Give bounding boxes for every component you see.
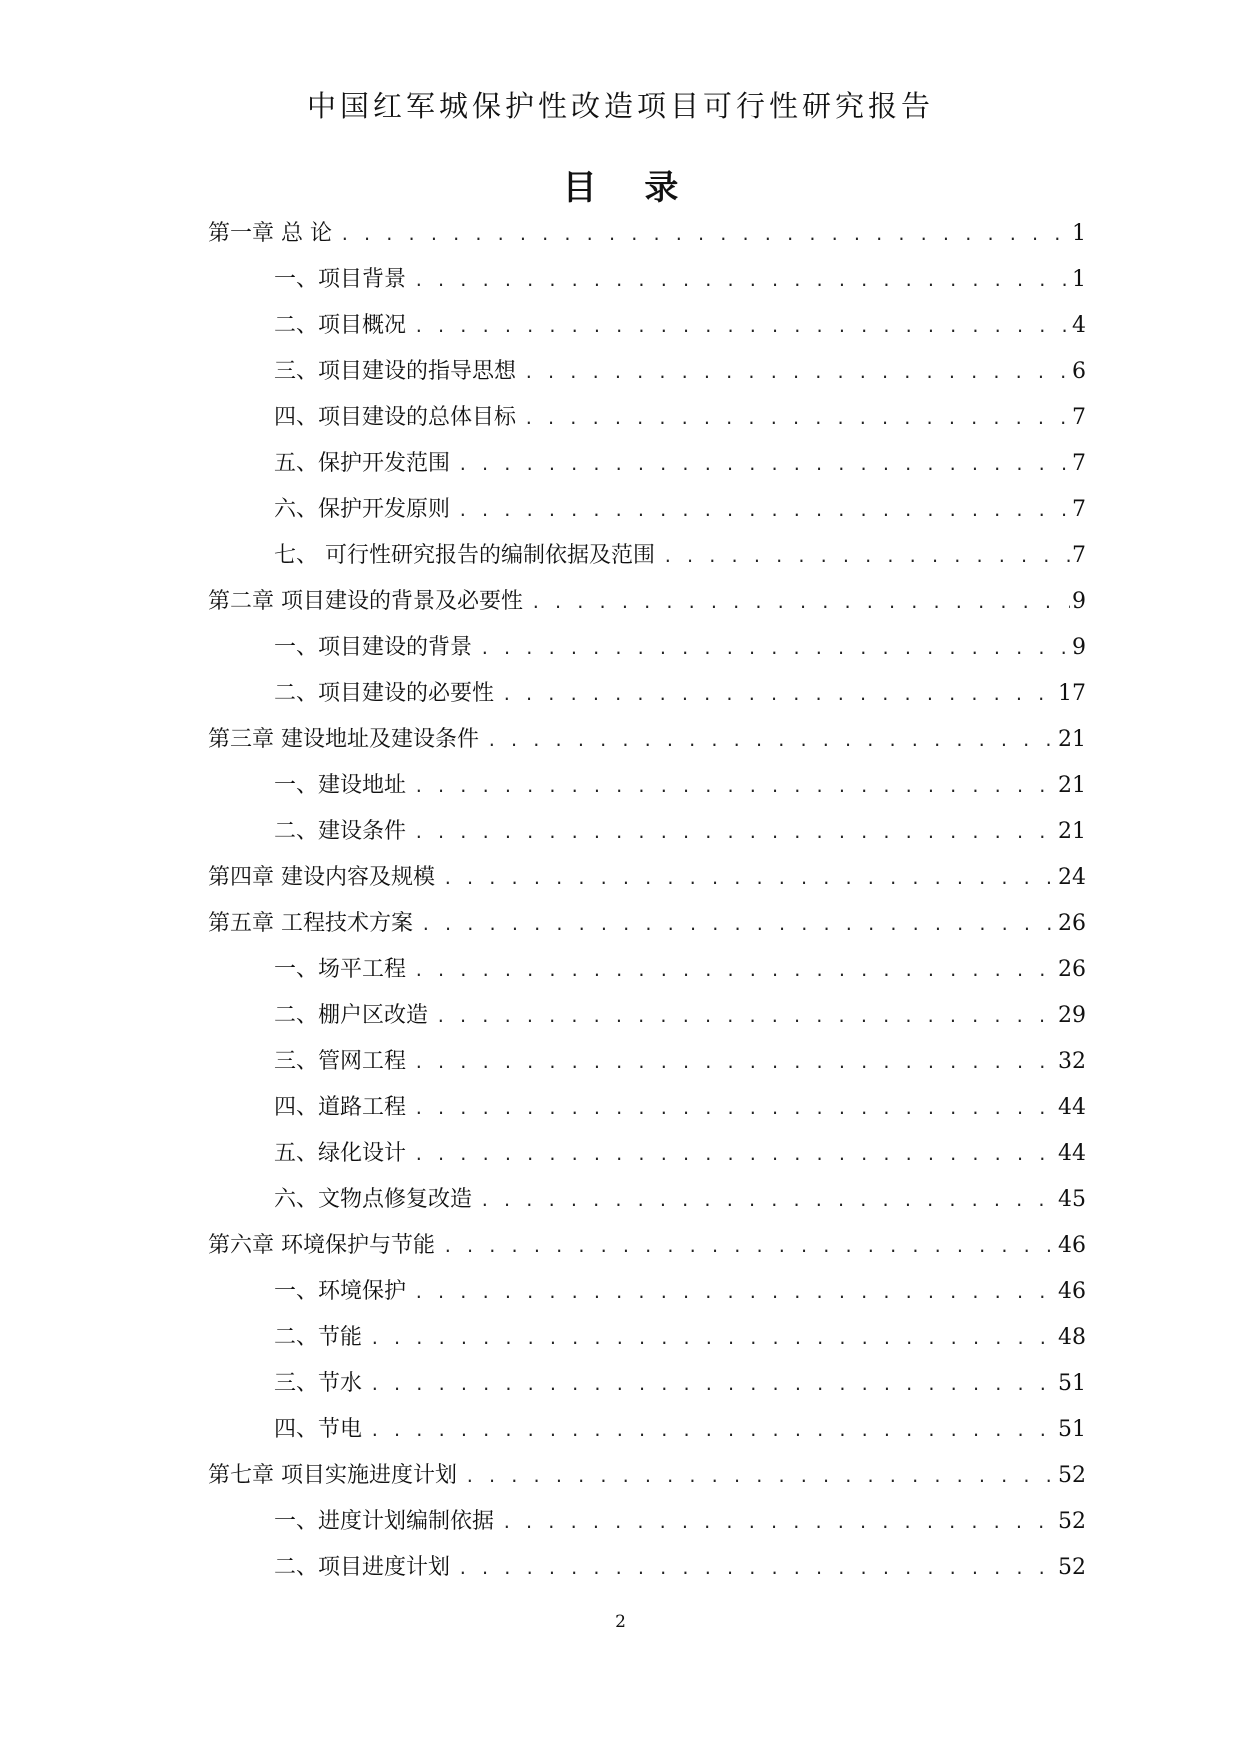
toc-entry-page: 1 <box>1072 267 1086 292</box>
toc-chapter-entry[interactable] <box>208 584 1086 630</box>
toc-entry-label: 七、 可行性研究报告的编制依据及范围 <box>274 543 655 568</box>
toc-entry-label: 一、项目背景 <box>274 267 407 292</box>
toc-entry-label: 二、棚户区改造 <box>274 1003 429 1028</box>
toc-entry-page: 45 <box>1058 1187 1086 1212</box>
toc-entry-label: 四、节电 <box>274 1417 363 1442</box>
toc-dot-leader <box>458 455 1070 474</box>
toc-dot-leader <box>443 869 1056 888</box>
toc-entry-page: 6 <box>1072 359 1086 384</box>
toc-dot-leader <box>414 317 1070 336</box>
toc-dot-leader <box>524 363 1070 382</box>
toc-section-entry[interactable] <box>208 446 1086 492</box>
toc-entry-page: 24 <box>1058 865 1086 890</box>
toc-dot-leader <box>414 1099 1056 1118</box>
toc-entry-page: 1 <box>1072 221 1086 246</box>
toc-entry-label: 四、项目建设的总体目标 <box>274 405 517 430</box>
toc-section-entry[interactable] <box>208 1090 1086 1136</box>
toc-entry-page: 51 <box>1058 1417 1086 1442</box>
toc-entry-label: 第四章 建设内容及规模 <box>208 865 435 890</box>
toc-entry-page: 7 <box>1072 543 1086 568</box>
toc-section-entry[interactable] <box>208 630 1086 676</box>
toc-entry-page: 51 <box>1058 1371 1086 1396</box>
toc-entry-page: 21 <box>1058 773 1086 798</box>
toc-section-entry[interactable] <box>208 1504 1086 1550</box>
toc-entry-label: 五、保护开发范围 <box>274 451 451 476</box>
toc-section-entry[interactable] <box>208 492 1086 538</box>
toc-entry-label: 一、项目建设的背景 <box>274 635 473 660</box>
table-of-contents <box>208 216 1086 1596</box>
toc-entry-page: 52 <box>1058 1463 1086 1488</box>
toc-entry-label: 六、保护开发原则 <box>274 497 451 522</box>
toc-dot-leader <box>502 1513 1056 1532</box>
toc-dot-leader <box>414 1283 1056 1302</box>
toc-entry-label: 二、项目建设的必要性 <box>274 681 495 706</box>
toc-dot-leader <box>370 1329 1056 1348</box>
toc-dot-leader <box>502 685 1056 704</box>
toc-section-entry[interactable] <box>208 262 1086 308</box>
toc-entry-page: 46 <box>1058 1279 1086 1304</box>
toc-section-entry[interactable] <box>208 1182 1086 1228</box>
toc-dot-leader <box>414 777 1056 796</box>
toc-dot-leader <box>465 1467 1056 1486</box>
toc-section-entry[interactable] <box>208 814 1086 860</box>
toc-entry-page: 17 <box>1058 681 1086 706</box>
toc-section-entry[interactable] <box>208 1320 1086 1366</box>
toc-section-entry[interactable] <box>208 308 1086 354</box>
toc-entry-label: 第六章 环境保护与节能 <box>208 1233 435 1258</box>
toc-dot-leader <box>340 225 1070 244</box>
toc-section-entry[interactable] <box>208 538 1086 584</box>
toc-entry-label: 二、建设条件 <box>274 819 407 844</box>
toc-entry-page: 9 <box>1072 635 1086 660</box>
toc-section-entry[interactable] <box>208 1366 1086 1412</box>
toc-dot-leader <box>458 1559 1056 1578</box>
toc-dot-leader <box>370 1375 1056 1394</box>
document-title: 中国红军城保护性改造项目可行性研究报告 <box>306 89 934 123</box>
toc-entry-label: 第一章 总 论 <box>208 221 332 246</box>
toc-dot-leader <box>487 731 1056 750</box>
toc-heading: 目 录 <box>562 168 697 208</box>
toc-dot-leader <box>414 823 1056 842</box>
toc-section-entry[interactable] <box>208 1044 1086 1090</box>
toc-section-entry[interactable] <box>208 354 1086 400</box>
toc-dot-leader <box>480 639 1070 658</box>
toc-entry-label: 三、管网工程 <box>274 1049 407 1074</box>
toc-entry-page: 52 <box>1058 1555 1086 1580</box>
toc-dot-leader <box>458 501 1070 520</box>
toc-entry-page: 21 <box>1058 819 1086 844</box>
toc-entry-label: 二、项目概况 <box>274 313 407 338</box>
toc-entry-label: 第五章 工程技术方案 <box>208 911 413 936</box>
toc-entry-page: 44 <box>1058 1095 1086 1120</box>
toc-entry-label: 第七章 项目实施进度计划 <box>208 1463 457 1488</box>
toc-entry-page: 48 <box>1058 1325 1086 1350</box>
toc-chapter-entry[interactable] <box>208 722 1086 768</box>
toc-dot-leader <box>531 593 1070 612</box>
toc-entry-label: 二、节能 <box>274 1325 363 1350</box>
toc-entry-label: 五、绿化设计 <box>274 1141 407 1166</box>
toc-entry-label: 二、项目进度计划 <box>274 1555 451 1580</box>
toc-dot-leader <box>414 271 1070 290</box>
toc-entry-page: 29 <box>1058 1003 1086 1028</box>
toc-entry-page: 52 <box>1058 1509 1086 1534</box>
toc-section-entry[interactable] <box>208 1136 1086 1182</box>
toc-dot-leader <box>414 1145 1056 1164</box>
toc-dot-leader <box>524 409 1070 428</box>
toc-entry-page: 9 <box>1072 589 1086 614</box>
toc-chapter-entry[interactable] <box>208 1458 1086 1504</box>
toc-entry-label: 六、文物点修复改造 <box>274 1187 473 1212</box>
toc-entry-page: 26 <box>1058 957 1086 982</box>
toc-dot-leader <box>370 1421 1056 1440</box>
toc-entry-label: 第三章 建设地址及建设条件 <box>208 727 479 752</box>
toc-entry-label: 四、道路工程 <box>274 1095 407 1120</box>
toc-entry-page: 32 <box>1058 1049 1086 1074</box>
toc-section-entry[interactable] <box>208 768 1086 814</box>
toc-section-entry[interactable] <box>208 676 1086 722</box>
toc-entry-page: 46 <box>1058 1233 1086 1258</box>
toc-entry-label: 三、项目建设的指导思想 <box>274 359 517 384</box>
toc-entry-page: 26 <box>1058 911 1086 936</box>
toc-section-entry[interactable] <box>208 1274 1086 1320</box>
toc-chapter-entry[interactable] <box>208 1228 1086 1274</box>
toc-entry-page: 21 <box>1058 727 1086 752</box>
toc-entry-page: 44 <box>1058 1141 1086 1166</box>
toc-section-entry[interactable] <box>208 1550 1086 1596</box>
toc-dot-leader <box>663 547 1070 566</box>
toc-entry-label: 一、场平工程 <box>274 957 407 982</box>
toc-section-entry[interactable] <box>208 1412 1086 1458</box>
toc-entry-page: 4 <box>1072 313 1086 338</box>
toc-entry-label: 一、建设地址 <box>274 773 407 798</box>
toc-dot-leader <box>436 1007 1056 1026</box>
toc-chapter-entry[interactable] <box>208 216 1086 262</box>
toc-entry-page: 7 <box>1072 451 1086 476</box>
toc-chapter-entry[interactable] <box>208 860 1086 906</box>
toc-entry-label: 一、进度计划编制依据 <box>274 1509 495 1534</box>
page-number: 2 <box>615 1612 626 1632</box>
toc-section-entry[interactable] <box>208 952 1086 998</box>
toc-dot-leader <box>414 1053 1056 1072</box>
toc-section-entry[interactable] <box>208 400 1086 446</box>
toc-entry-label: 第二章 项目建设的背景及必要性 <box>208 589 523 614</box>
toc-section-entry[interactable] <box>208 998 1086 1044</box>
toc-dot-leader <box>443 1237 1056 1256</box>
toc-entry-page: 7 <box>1072 497 1086 522</box>
toc-dot-leader <box>421 915 1056 934</box>
toc-dot-leader <box>414 961 1056 980</box>
toc-entry-label: 三、节水 <box>274 1371 363 1396</box>
toc-dot-leader <box>480 1191 1056 1210</box>
toc-entry-page: 7 <box>1072 405 1086 430</box>
toc-chapter-entry[interactable] <box>208 906 1086 952</box>
toc-entry-label: 一、环境保护 <box>274 1279 407 1304</box>
